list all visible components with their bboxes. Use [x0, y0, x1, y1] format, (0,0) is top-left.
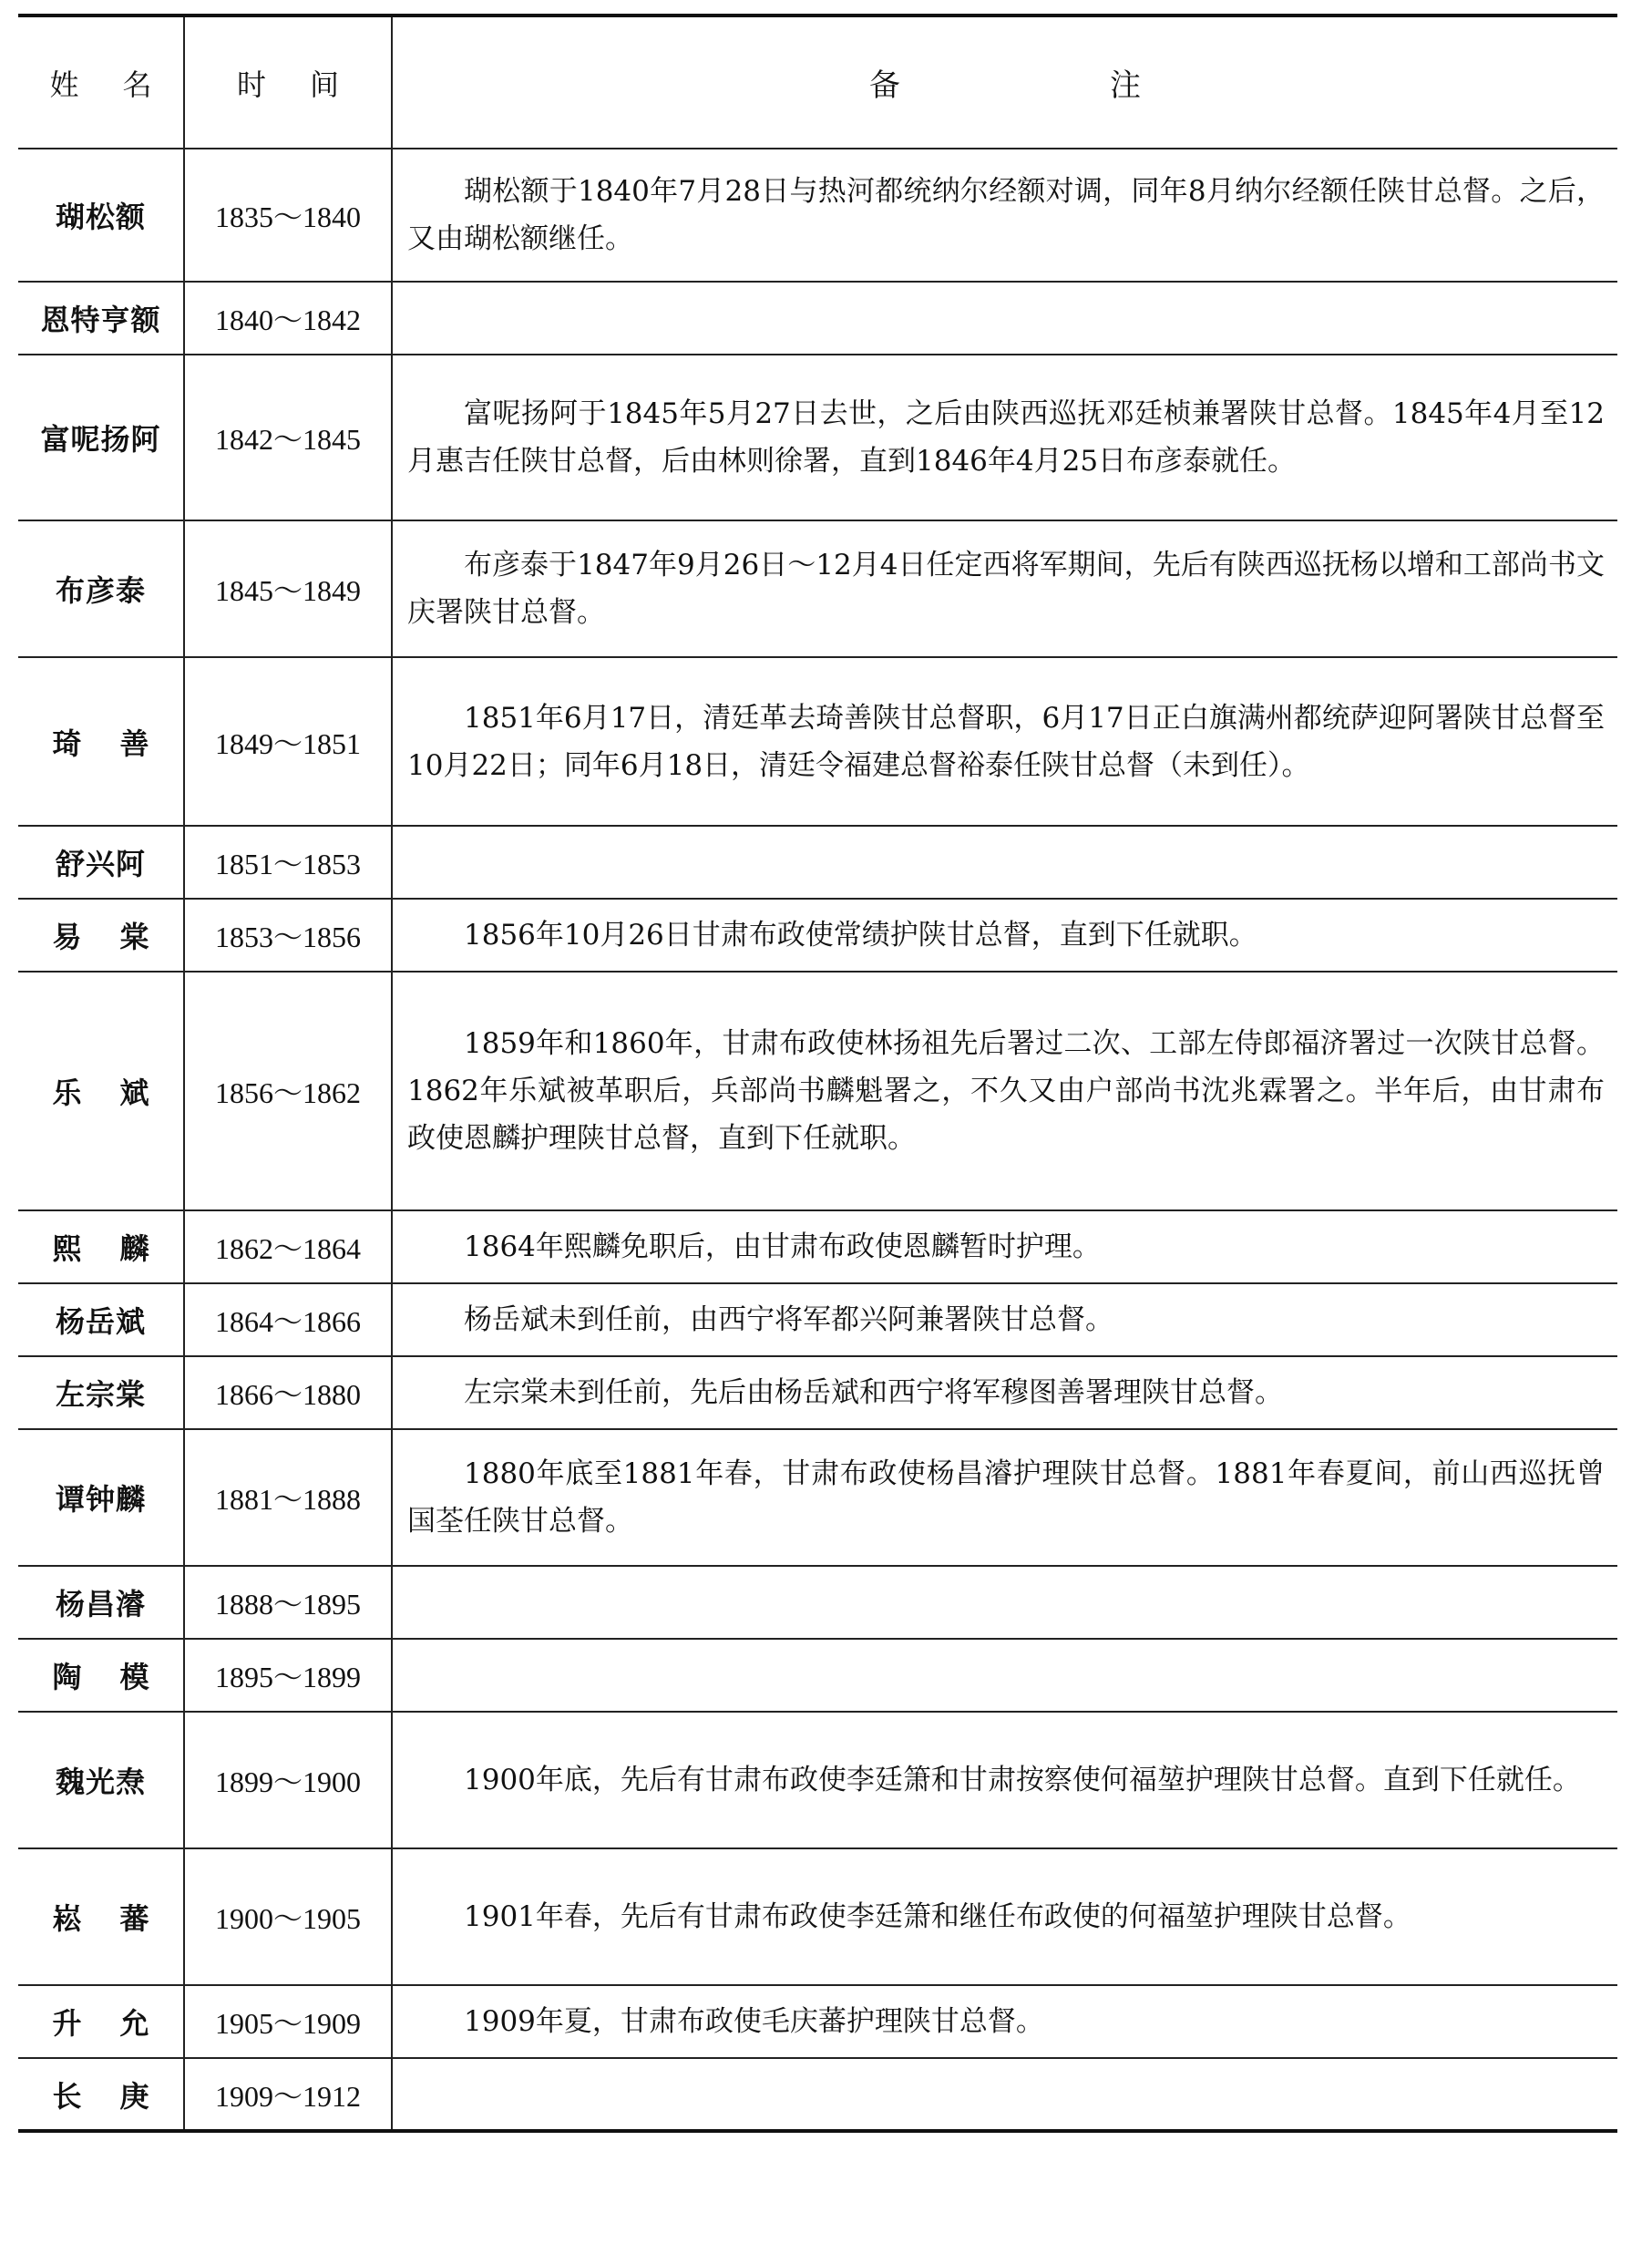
name-cell: 杨昌濬 [18, 1566, 184, 1639]
name-cell: 富呢扬阿 [18, 355, 184, 520]
name-cell: 恩特亨额 [18, 282, 184, 355]
time-cell: 1881～1888 [184, 1429, 392, 1566]
time-cell: 1849～1851 [184, 657, 392, 826]
note-cell [392, 282, 1617, 355]
table-row [18, 1639, 1617, 1712]
name-cell: 谭钟麟 [18, 1429, 184, 1566]
table-row [18, 520, 1617, 657]
time-cell: 1845～1849 [184, 520, 392, 657]
table-row [18, 1429, 1617, 1566]
table-row [18, 282, 1617, 355]
table-row [18, 972, 1617, 1210]
table-row [18, 1210, 1617, 1283]
time-cell: 1862～1864 [184, 1210, 392, 1283]
table-row [18, 1283, 1617, 1356]
time-cell: 1905～1909 [184, 1985, 392, 2058]
note-cell: 1864年熙麟免职后，由甘肃布政使恩麟暂时护理。 [392, 1210, 1617, 1283]
time-cell: 1856～1862 [184, 972, 392, 1210]
header-time: 时间 [184, 15, 392, 149]
note-cell [392, 826, 1617, 899]
table-header-row [18, 15, 1617, 149]
name-cell: 陶模 [18, 1639, 184, 1712]
table-row [18, 899, 1617, 972]
name-cell: 瑚松额 [18, 149, 184, 282]
governor-table [18, 14, 1617, 2133]
table-row [18, 355, 1617, 520]
time-cell: 1895～1899 [184, 1639, 392, 1712]
header-note: 备注 [392, 15, 1617, 149]
time-cell: 1851～1853 [184, 826, 392, 899]
time-cell: 1864～1866 [184, 1283, 392, 1356]
name-cell: 布彦泰 [18, 520, 184, 657]
note-cell: 杨岳斌未到任前，由西宁将军都兴阿兼署陕甘总督。 [392, 1283, 1617, 1356]
note-cell: 1851年6月17日，清廷革去琦善陕甘总督职，6月17日正白旗满州都统萨迎阿署陕甘总督至10月22日；同年6月18日，清廷令福建总督裕泰任陕甘总督（未到任）。 [392, 657, 1617, 826]
name-cell: 杨岳斌 [18, 1283, 184, 1356]
time-cell: 1888～1895 [184, 1566, 392, 1639]
note-cell: 左宗棠未到任前，先后由杨岳斌和西宁将军穆图善署理陕甘总督。 [392, 1356, 1617, 1429]
table-row [18, 1566, 1617, 1639]
table-row [18, 1848, 1617, 1985]
time-cell: 1853～1856 [184, 899, 392, 972]
name-cell: 易棠 [18, 899, 184, 972]
name-cell: 升允 [18, 1985, 184, 2058]
time-cell: 1909～1912 [184, 2058, 392, 2131]
table-row [18, 1712, 1617, 1848]
name-cell: 长庚 [18, 2058, 184, 2131]
time-cell: 1900～1905 [184, 1848, 392, 1985]
name-cell: 熙麟 [18, 1210, 184, 1283]
note-cell [392, 2058, 1617, 2131]
note-cell: 1900年底，先后有甘肃布政使李廷箫和甘肃按察使何福堃护理陕甘总督。直到下任就任。 [392, 1712, 1617, 1848]
name-cell: 乐斌 [18, 972, 184, 1210]
note-cell [392, 1639, 1617, 1712]
note-cell: 布彦泰于1847年9月26日～12月4日任定西将军期间，先后有陕西巡抚杨以增和工部尚书文庆署陕甘总督。 [392, 520, 1617, 657]
time-cell: 1835～1840 [184, 149, 392, 282]
table-row [18, 657, 1617, 826]
name-cell: 舒兴阿 [18, 826, 184, 899]
time-cell: 1840～1842 [184, 282, 392, 355]
table-row [18, 826, 1617, 899]
note-cell: 瑚松额于1840年7月28日与热河都统纳尔经额对调，同年8月纳尔经额任陕甘总督。之后，又由瑚松额继任。 [392, 149, 1617, 282]
table-row [18, 149, 1617, 282]
note-cell: 1880年底至1881年春，甘肃布政使杨昌濬护理陕甘总督。1881年春夏间，前山西巡抚曾国荃任陕甘总督。 [392, 1429, 1617, 1566]
name-cell: 魏光焘 [18, 1712, 184, 1848]
name-cell: 琦善 [18, 657, 184, 826]
header-name: 姓名 [18, 15, 184, 149]
table-row [18, 1985, 1617, 2058]
note-cell: 1859年和1860年，甘肃布政使林扬祖先后署过二次、工部左侍郎福济署过一次陕甘总督。1862年乐斌被革职后，兵部尚书麟魁署之，不久又由户部尚书沈兆霖署之。半年后，由甘肃布政使恩麟护理陕甘总督，直到下任就职。 [392, 972, 1617, 1210]
table-row [18, 2058, 1617, 2131]
note-cell: 1856年10月26日甘肃布政使常绩护陕甘总督，直到下任就职。 [392, 899, 1617, 972]
document-page [18, 14, 1617, 2133]
time-cell: 1899～1900 [184, 1712, 392, 1848]
note-cell: 富呢扬阿于1845年5月27日去世，之后由陕西巡抚邓廷桢兼署陕甘总督。1845年4月至12月惠吉任陕甘总督，后由林则徐署，直到1846年4月25日布彦泰就任。 [392, 355, 1617, 520]
note-cell: 1901年春，先后有甘肃布政使李廷箫和继任布政使的何福堃护理陕甘总督。 [392, 1848, 1617, 1985]
note-cell [392, 1566, 1617, 1639]
time-cell: 1866～1880 [184, 1356, 392, 1429]
time-cell: 1842～1845 [184, 355, 392, 520]
name-cell: 左宗棠 [18, 1356, 184, 1429]
name-cell: 崧蕃 [18, 1848, 184, 1985]
note-cell: 1909年夏，甘肃布政使毛庆蕃护理陕甘总督。 [392, 1985, 1617, 2058]
table-row [18, 1356, 1617, 1429]
